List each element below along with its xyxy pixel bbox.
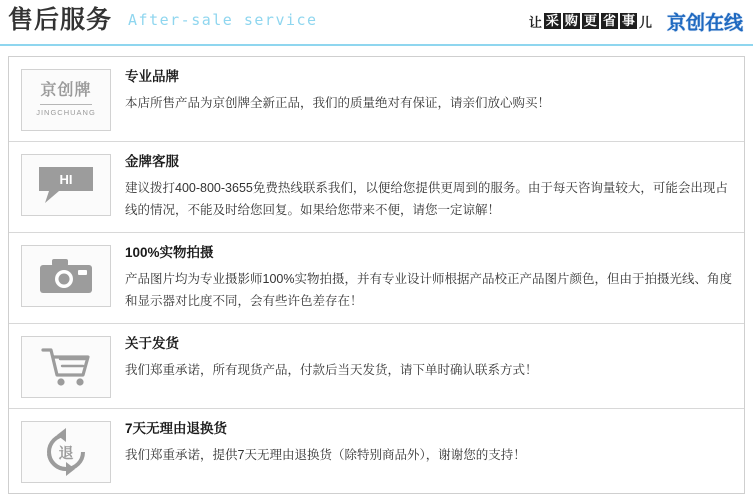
list-item-text: 我们郑重承诺，所有现货产品，付款后当天发货，请下单时确认联系方式！ [125, 363, 538, 378]
logo-divider [40, 104, 92, 105]
slogan-char-5: 事 [621, 12, 635, 28]
list-item-text: 我们郑重承诺，提供7天无理由退换货（除特别商品外），谢谢您的支持！ [125, 448, 526, 463]
slogan [528, 12, 653, 33]
slogan-char-2: 购 [564, 12, 578, 28]
page-header [0, 0, 753, 46]
shopping-cart-icon [21, 336, 111, 398]
page-title: 售后服务 [8, 5, 113, 34]
logo-cn: 京创牌 [40, 82, 92, 100]
list-item-body [111, 419, 734, 467]
list-item-text: 产品图片均为专业摄影师100%实物拍摄，并有专业设计师根据产品校正产品图片颜色，但由于拍摄光线、角度和显示器对比度不同，会有些许色差存在！ [125, 272, 732, 308]
jingchuang-logo [36, 83, 96, 117]
list-item [9, 57, 744, 142]
svg-text:退: 退 [58, 444, 74, 462]
page-subtitle-en: After-sale service [128, 11, 318, 29]
slogan-char-0: 让 [528, 14, 542, 30]
svg-text:HI: HI [59, 172, 73, 187]
list-item-title: 关于发货 [125, 335, 179, 351]
list-item [9, 324, 744, 409]
list-item-title: 专业品牌 [125, 69, 179, 84]
camera-icon [21, 245, 111, 307]
slogan-char-1: 采 [545, 12, 559, 28]
list-item-text: 建议拨打400-800-3655免费热线联系我们，以便给您提供更周到的服务。由于每天咨询量较大，可能会出现占线的情况，不能及时给您回复。如果给您带来不便，请您一定谅解！ [125, 181, 728, 218]
list-item-body [111, 67, 734, 115]
list-item [9, 409, 744, 493]
list-item-title: 金牌客服 [125, 154, 179, 169]
brand-logo [667, 8, 743, 37]
brand-badge-icon [21, 69, 111, 131]
list-item [9, 142, 744, 233]
list-item-text: 本店所售产品为京创牌全新正品，我们的质量绝对有保证，请亲们放心购买！ [125, 96, 551, 111]
logo-en: JINGCHUANG [36, 108, 96, 118]
service-list [8, 56, 745, 494]
return-arrows-icon [21, 421, 111, 483]
list-item-body [111, 243, 734, 313]
slogan-char-6: 儿 [638, 14, 652, 30]
list-item-title: 7天无理由退换货 [125, 420, 228, 436]
list-item-body [111, 334, 734, 382]
slogan-char-4: 省 [602, 12, 616, 28]
brand-name: 京创在线 [666, 12, 743, 34]
list-item [9, 233, 744, 324]
list-item-body [111, 152, 734, 222]
slogan-char-3: 更 [583, 12, 597, 28]
speech-bubble-hi-icon [21, 154, 111, 216]
list-item-title: 100%实物拍摄 [125, 244, 214, 260]
